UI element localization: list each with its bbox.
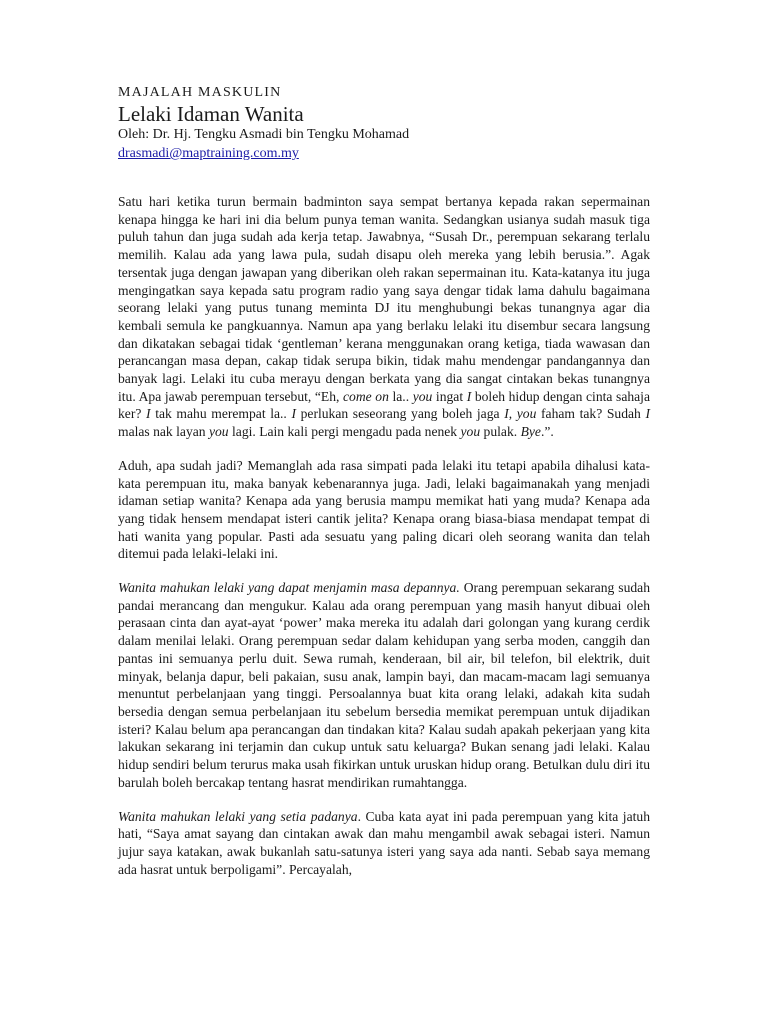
italic-text: Wanita mahukan lelaki yang dapat menjamin masa depannya. — [118, 580, 460, 596]
text-run: tak mahu merempat la.. — [150, 406, 292, 422]
author-email-link[interactable]: drasmadi@maptraining.com.my — [118, 146, 299, 161]
text-run: faham tak? Sudah — [536, 406, 646, 422]
text-run: . Cuba kata ayat ini pada perempuan yang kita jatuh hati, “Saya amat sayang dan cintakan awak dan mahu mengambil awak sebagai isteri. Namun jujur saya katakan, awak bukanlah satu-satunya isteri yang saya ada nanti. Sebab saya memang ada hasrat untuk berpoligami”. Percayalah, — [118, 808, 650, 877]
text-run: pulak. — [480, 424, 521, 440]
italic-text: I — [466, 388, 472, 404]
article-body — [118, 193, 650, 878]
italic-text: Wanita mahukan lelaki yang setia padanya — [118, 808, 358, 824]
paragraph-3 — [118, 579, 650, 791]
text-run: boleh hidup dengan cinta sahaja ker? — [118, 388, 650, 422]
italic-text: I — [504, 406, 509, 422]
italic-text: Bye — [520, 424, 541, 440]
author-byline: Oleh: Dr. Hj. Tengku Asmadi bin Tengku Mohamad — [118, 127, 410, 142]
italic-text: I — [291, 406, 296, 422]
text-run: perlukan seseorang yang boleh jaga — [296, 406, 505, 422]
text-run: ingat — [432, 388, 467, 404]
text-run: la.. — [388, 388, 413, 404]
paragraph-2 — [118, 457, 650, 563]
italic-text: you — [208, 424, 229, 440]
italic-text: I — [146, 406, 151, 422]
article-title: Lelaki Idaman Wanita — [118, 102, 304, 126]
italic-text: you — [460, 424, 481, 440]
magazine-name: MAJALAH MASKULIN — [118, 85, 282, 100]
text-run: lagi. Lain kali pergi mengadu pada nenek — [228, 424, 461, 440]
italic-text: I — [645, 406, 651, 422]
paragraph-1 — [118, 193, 650, 441]
text-run: Aduh, apa sudah jadi? Memanglah ada rasa simpati pada lelaki itu tetapi apabila dihalusi kata-kata perempuan itu, maka banyak kebenarannya juga. Jadi, lelaki bagaimanakah yang menjadi idaman setiap wanita? Kenapa ada yang berusia mampu memikat hati yang muda? Kenapa ada yang tidak hensem mendapat isteri cantik jelita? Kenapa orang biasa-biasa mendapat tempat di hati wanita yang popular. Pasti ada sesuatu yang paling dicari oleh seorang wanita dan telah ditemui pada lelaki-lelaki ini. — [118, 457, 650, 562]
italic-text: come on — [343, 388, 389, 404]
text-run: .”. — [540, 424, 554, 440]
italic-text: you — [412, 388, 433, 404]
paragraph-4 — [118, 808, 650, 879]
text-run: Satu hari ketika turun bermain badminton saya sempat bertanya kepada rakan sepermainan kenapa hingga ke hari ini dia belum punya teman wanita. Sedangkan usianya sudah masuk tiga puluh tahun dan juga sudah ada kerja tetap. Jawabnya, “Susah Dr., perempuan sekarang terlalu memilih. Kalau ada yang lawa pula, sudah disapu oleh mereka yang lebih berusia.”. Agak tersentak juga dengan jawapan yang diberikan oleh rakan sepermainan itu. Kata-katanya itu juga mengingatkan saya kepada satu program radio yang saya dengar tidak lama dahulu bagaimana seorang lelaki yang putus tunang meminta DJ itu menghubungi bekas tunangnya agar dia kembali semula ke pangkuannya. Namun apa yang berlaku lelaki itu disembur secara langsung dan dikatakan sebagai tidak ‘gentleman’ kerana menggunakan orang ketiga, tiada wawasan dan perancangan masa depan, cakap tidak serupa bikin, tidak mahu mendengar pandangannya dan banyak lagi. Lelaki itu cuba merayu dengan berkata yang dia sangat cintakan bekas tunangnya itu. Apa jawab perempuan tersebut, “Eh, — [118, 194, 650, 404]
text-run: , — [508, 406, 517, 422]
text-run: Orang perempuan sekarang sudah pandai merancang dan mengukur. Kalau ada orang perempuan yang masih hanyut dibuai oleh perasaan cinta dan ayat-ayat ‘power’ maka mereka itu adalah dari golongan yang kurang cerdik dalam menilai lelaki. Orang perempuan sedar dalam kehidupan yang serba moden, canggih dan pantas ini semuanya perlu duit. Sewa rumah, kenderaan, bil air, bil telefon, bil elektrik, duit minyak, belanja dapur, beli pakaian, susu anak, lampin bayi, dan macam-macam lagi semuanya menuntut perbelanjaan yang tinggi. Persoalannya buat kita orang lelaki, adakah kita sudah bersedia dengan semua perbelanjaan itu sebelum bersedia memikat perempuan untuk dijadikan isteri? Kalau belum apa perancangan dan tindakan kita? Kalau sudah apakah pekerjaan yang kita lakukan sekarang ini terjamin dan cukup untuk satu keluarga? Bukan senang jadi lelaki. Kalau hidup sendiri belum terurus maka usah fikirkan untuk uruskan hidup orang. Betulkan dulu diri itu barulah boleh bercakap tentang hasrat mendirikan rumahtangga. — [118, 580, 650, 790]
italic-text: you — [516, 406, 537, 422]
text-run: malas nak layan — [118, 424, 209, 440]
